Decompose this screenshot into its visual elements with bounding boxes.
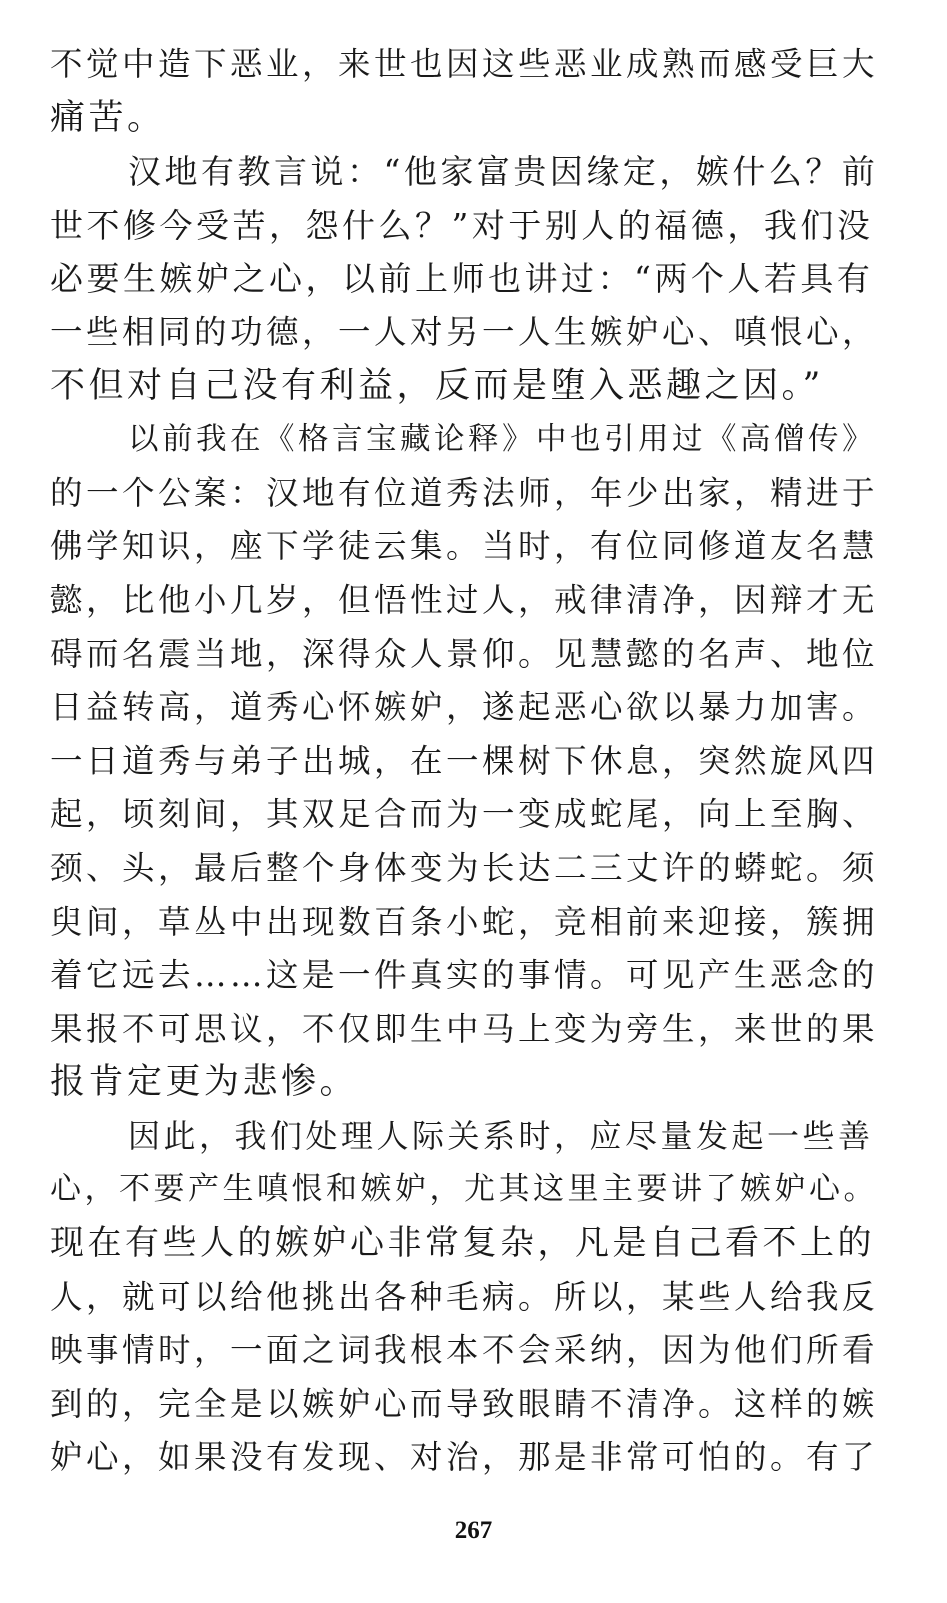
text-line: 心，不要产生嗔恨和嫉妒，尤其这里主要讲了嫉妒心。 [50, 1171, 878, 1208]
text-line: 佛学知识，座下学徒云集。当时，有位同修道友名慧 [50, 527, 879, 566]
text-line: 懿，比他小几岁，但悟性过人，戒律清净，因辩才无 [50, 580, 879, 619]
text-line: 人，就可以给他挑出各种毛病。所以，某些人给我反 [50, 1277, 879, 1316]
text-line: 痛苦。 [50, 97, 166, 138]
text-line: 果报不可思议，不仅即生中马上变为旁生，来世的果 [50, 1009, 879, 1048]
text-line: 不觉中造下恶业，来世也因这些恶业成熟而感受巨大 [50, 45, 879, 83]
paragraph-start-line: 因此，我们处理人际关系时，应尽量发起一些善 [128, 1116, 874, 1155]
body-text [50, 38, 880, 1485]
text-line: 报肯定更为悲惨。 [50, 1062, 359, 1103]
page-number: 267 [454, 1517, 493, 1544]
text-line: 着它远去……这是一件真实的事情。可见产生恶念的 [50, 956, 879, 995]
text-line: 映事情时，一面之词我根本不会采纳，因为他们所看 [50, 1331, 879, 1370]
text-line: 到的，完全是以嫉妒心而导致眼睛不清净。这样的嫉 [50, 1384, 879, 1423]
text-line: 妒心，如果没有发现、对治，那是非常可怕的。有了 [50, 1438, 879, 1477]
text-line: 碍而名震当地，深得众人景仰。见慧懿的名声、地位 [50, 634, 879, 673]
text-line: 一些相同的功德，一人对另一人生嫉妒心、嗔恨心， [50, 312, 879, 351]
text-line: 臾间，草丛中出现数百条小蛇，竞相前来迎接，簇拥 [50, 902, 879, 941]
text-line: 世不修今受苦，怨什么？”对于别人的福德，我们没 [50, 205, 874, 245]
text-line: 日益转高，道秀心怀嫉妒，遂起恶心欲以暴力加害。 [50, 688, 879, 727]
text-line: 现在有些人的嫉妒心非常复杂，凡是自己看不上的 [50, 1223, 875, 1264]
paragraph-start-line: 以前我在《格言宝藏论释》中也引用过《高僧传》 [128, 422, 876, 458]
text-line: 不但对自己没有利益，反而是堕入恶趣之因。” [50, 365, 824, 406]
text-line: 一日道秀与弟子出城，在一棵树下休息，突然旋风四 [50, 741, 879, 780]
paragraph-start-line: 汉地有教言说：“他家富贵因缘定，嫉什么？前 [128, 152, 879, 192]
text-line: 颈、头，最后整个身体变为长达二三丈许的蟒蛇。须 [50, 848, 879, 887]
text-line: 的一个公案：汉地有位道秀法师，年少出家，精进于 [50, 473, 879, 512]
text-line: 必要生嫉妒之心，以前上师也讲过：“两个人若具有 [50, 259, 874, 299]
text-line: 起，顷刻间，其双足合而为一变成蛇尾，向上至胸、 [50, 795, 879, 834]
